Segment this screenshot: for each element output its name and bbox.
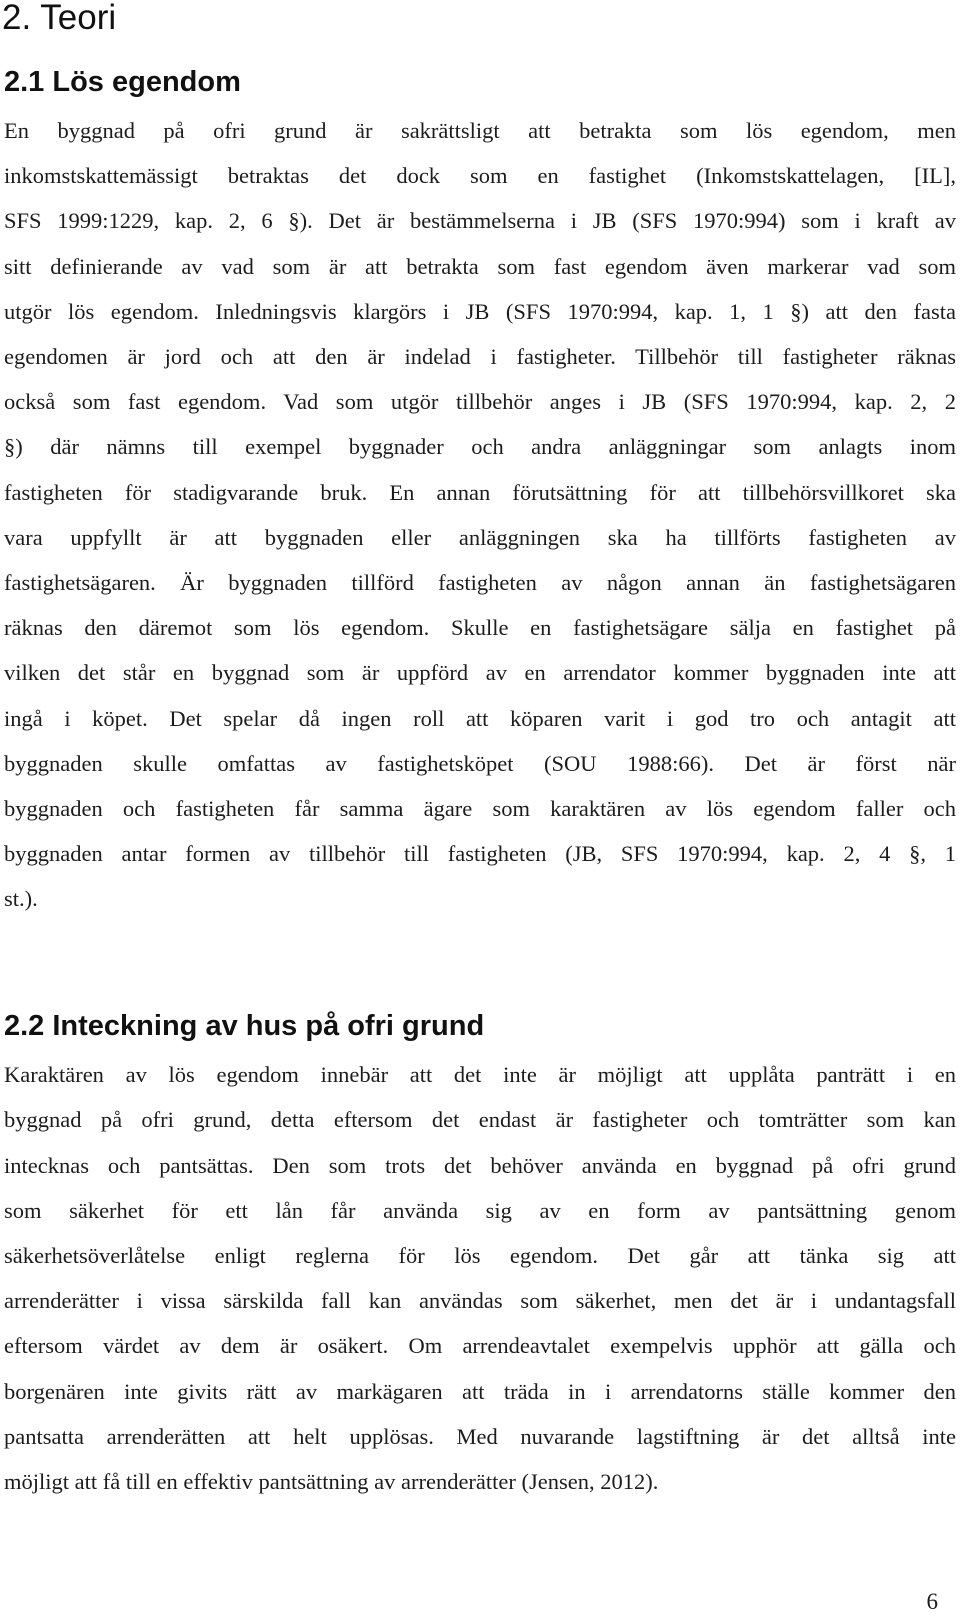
paragraph-line: egendomen är jord och att den är indelad i fastigheter. Tillbehör till fastigheter räknas bbox=[4, 344, 956, 369]
page-number: 6 bbox=[926, 1589, 938, 1614]
paragraph-line: byggnaden skulle omfattas av fastighetsköpet (SOU 1988:66). Det är först när bbox=[4, 751, 956, 776]
paragraph-line: §) där nämns till exempel byggnader och andra anläggningar som anlagts inom bbox=[4, 434, 956, 459]
paragraph-line: En byggnad på ofri grund är sakrättsligt att betrakta som lös egendom, men bbox=[4, 118, 956, 143]
paragraph-line: utgör lös egendom. Inledningsvis klargörs i JB (SFS 1970:994, kap. 1, 1 §) att den fasta bbox=[4, 299, 956, 324]
paragraph-line: räknas den däremot som lös egendom. Skulle en fastighetsägare sälja en fastighet på bbox=[4, 615, 956, 640]
chapter-title: 2. Teori bbox=[2, 0, 117, 37]
paragraph-line: ingå i köpet. Det spelar då ingen roll att köparen varit i god tro och antagit att bbox=[4, 706, 956, 731]
paragraph-line: st.). bbox=[4, 886, 38, 911]
paragraph-line: säkerhetsöverlåtelse enligt reglerna för lös egendom. Det går att tänka sig att bbox=[4, 1243, 956, 1268]
paragraph-line: möjligt att få till en effektiv pantsättning av arrenderätter (Jensen, 2012). bbox=[4, 1469, 659, 1494]
paragraph-line: byggnaden och fastigheten får samma ägare som karaktären av lös egendom faller och bbox=[4, 796, 956, 821]
paragraph-line: arrenderätter i vissa särskilda fall kan användas som säkerhet, men det är i undantagsfall bbox=[4, 1288, 956, 1313]
section-title-inteckning: 2.2 Inteckning av hus på ofri grund bbox=[4, 1010, 485, 1042]
section-title-los-egendom: 2.1 Lös egendom bbox=[4, 66, 241, 98]
paragraph-line: SFS 1999:1229, kap. 2, 6 §). Det är bestämmelserna i JB (SFS 1970:994) som i kraft av bbox=[4, 208, 956, 233]
paragraph-line: Karaktären av lös egendom innebär att det inte är möjligt att upplåta panträtt i en bbox=[4, 1062, 956, 1087]
paragraph-line: intecknas och pantsättas. Den som trots det behöver använda en byggnad på ofri grund bbox=[4, 1153, 956, 1178]
paragraph-line: borgenären inte givits rätt av markägaren att träda in i arrendatorns ställe kommer den bbox=[4, 1379, 956, 1404]
paragraph-line: fastigheten för stadigvarande bruk. En annan förutsättning för att tillbehörsvillkoret ska bbox=[4, 480, 956, 505]
paragraph-line: inkomstskattemässigt betraktas det dock som en fastighet (Inkomstskattelagen, [IL], bbox=[4, 163, 956, 188]
paragraph-line: sitt definierande av vad som är att betrakta som fast egendom även markerar vad som bbox=[4, 254, 956, 279]
paragraph-line: också som fast egendom. Vad som utgör tillbehör anges i JB (SFS 1970:994, kap. 2, 2 bbox=[4, 389, 956, 414]
paragraph-line: vara uppfyllt är att byggnaden eller anläggningen ska ha tillförts fastigheten av bbox=[4, 525, 956, 550]
paragraph-line: fastighetsägaren. Är byggnaden tillförd fastigheten av någon annan än fastighetsägaren bbox=[4, 570, 956, 595]
paragraph-line: byggnad på ofri grund, detta eftersom det endast är fastigheter och tomträtter som kan bbox=[4, 1107, 956, 1132]
paragraph-line: eftersom värdet av dem är osäkert. Om arrendeavtalet exempelvis upphör att gälla och bbox=[4, 1333, 956, 1358]
paragraph-line: som säkerhet för ett lån får använda sig av en form av pantsättning genom bbox=[4, 1198, 956, 1223]
paragraph-line: pantsatta arrenderätten att helt upplösas. Med nuvarande lagstiftning är det alltså inte bbox=[4, 1424, 956, 1449]
paragraph-line: vilken det står en byggnad som är uppförd av en arrendator kommer byggnaden inte att bbox=[4, 660, 956, 685]
paragraph-line: byggnaden antar formen av tillbehör till fastigheten (JB, SFS 1970:994, kap. 2, 4 §, 1 bbox=[4, 841, 956, 866]
